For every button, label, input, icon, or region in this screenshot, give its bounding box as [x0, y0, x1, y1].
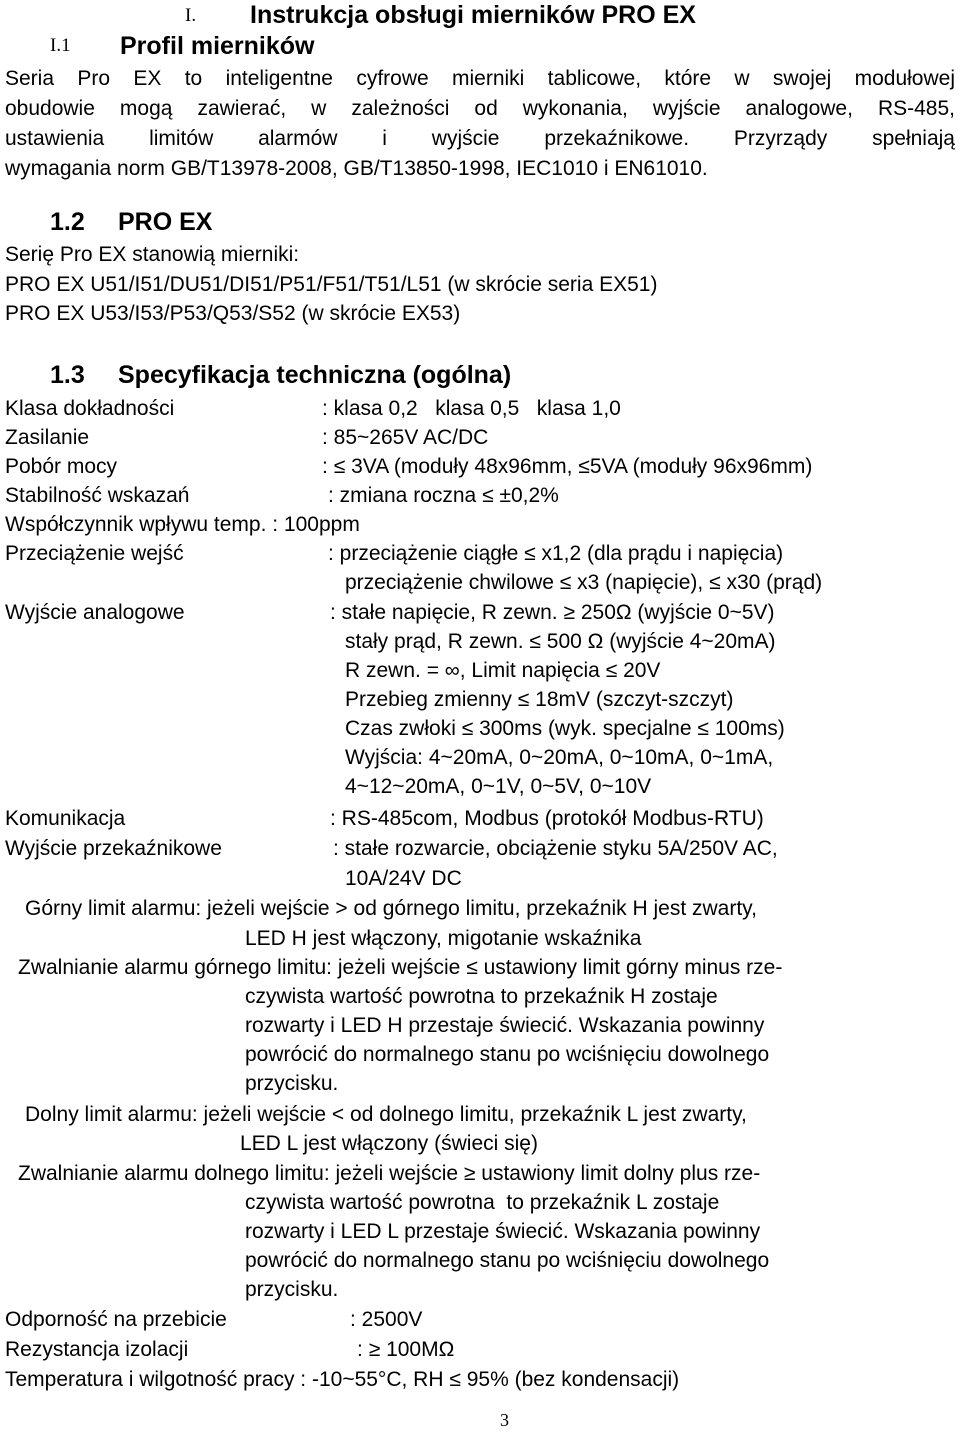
przeciazenie-chwilowe: przeciążenie chwilowe: [345, 571, 554, 594]
spec-przekaznik-value: : stałe rozwarcie, obciążenie styku 5A/250V AC,: [333, 837, 778, 860]
alarm-zwal-dolny-line-2: czywista wartość powrotna to przekaźnik L zostaje: [245, 1191, 720, 1214]
spec-rezystancja-label: Rezystancja izolacji: [5, 1338, 189, 1361]
pobor-3va: 3VA (moduły 48x96mm,: [351, 455, 573, 478]
wyjscie-prad-value: 500 Ω (wyjście 4~20mA): [546, 630, 776, 653]
spec-temperatura: [5, 1367, 679, 1392]
less-equal-icon: [697, 716, 709, 741]
wyjscie-prad: stały prąd, R zewn.: [345, 630, 524, 653]
heading-1-3-number: 1.3: [50, 361, 85, 389]
spec-wyjscie-label: Wyjście analogowe: [5, 601, 185, 624]
page-number: 3: [500, 1410, 509, 1430]
less-equal-icon: [334, 454, 346, 479]
spec-wyjscie-line-1: [330, 600, 775, 625]
zwal-gorny-text: Zwalnianie alarmu górnego limitu: jeżeli wejście: [18, 956, 461, 979]
przeciazenie-napiecie: x3 (napięcie),: [577, 571, 704, 594]
alarm-dolny-line-1: Dolny limit alarmu: jeżeli wejście < od dolnego limitu, przekaźnik L jest zwarty,: [25, 1103, 747, 1126]
alarm-zwal-gorny-line-3: rozwarty i LED H przestaje świecić. Wskazania powinny: [245, 1014, 765, 1037]
wyjscie-czas-value: 300ms (wyk. specjalne: [479, 717, 692, 740]
proex-line-2: PRO EX U51/I51/DU51/DI51/P51/F51/T51/L51 (w skrócie seria EX51): [5, 273, 658, 296]
alarm-zwal-gorny-line-1: [18, 955, 782, 980]
less-equal-icon: [560, 570, 572, 595]
heading-1-1-title: Profil mierników: [120, 32, 315, 60]
greater-equal-icon: [369, 1337, 381, 1362]
rezystancja-value: 100MΩ: [386, 1338, 455, 1361]
less-equal-icon: [482, 483, 494, 508]
less-equal-icon: [529, 629, 541, 654]
stabilnosc-pct: ±0,2%: [499, 484, 559, 507]
greater-equal-icon: [563, 600, 575, 625]
zwal-gorny-text-2: ustawiony limit górny minus rze-: [483, 956, 783, 979]
zwal-dolny-text: Zwalnianie alarmu dolnego limitu: jeżeli wejście: [18, 1162, 459, 1185]
alarm-zwal-gorny-line-2: czywista wartość powrotna to przekaźnik H zostaje: [245, 985, 718, 1008]
less-equal-icon: [524, 541, 536, 566]
wyjscie-limit: R zewn. = ∞, Limit napięcia: [345, 659, 600, 682]
intro-line-3: ustawienia limitów alarmów i wyjście przekaźnikowe. Przyrządy spełniają: [5, 127, 955, 150]
alarm-zwal-dolny-line-5: przycisku.: [245, 1278, 339, 1301]
alarm-dolny-line-2: LED L jest włączony (świeci się): [240, 1132, 538, 1155]
pobor-5va: 5VA (moduły 96x96mm): [589, 455, 813, 478]
spec-przeciazenie-label: Przeciążenie wejść: [5, 542, 184, 565]
spec-wspolczynnik: Współczynnik wpływu temp. : 100ppm: [5, 513, 360, 536]
less-equal-icon: [518, 687, 530, 712]
spec-pobor-value: [322, 454, 812, 479]
heading-1-number: I.: [185, 5, 197, 26]
intro-line-1: Seria Pro EX to inteligentne cyfrowe mierniki tablicowe, które w swojej modułowej: [5, 67, 955, 90]
alarm-gorny-line-2: LED H jest włączony, migotanie wskaźnika: [245, 927, 642, 950]
heading-1-2-number: 1.2: [50, 208, 85, 236]
less-equal-icon: [578, 454, 590, 479]
spec-klasa-label: Klasa dokładności: [5, 397, 175, 420]
stabilnosc-text: : zmiana roczna: [328, 484, 477, 507]
spec-pobor-label: Pobór mocy: [5, 455, 118, 478]
spec-wyjscie-line-4: [345, 687, 733, 712]
alarm-zwal-gorny-line-5: przycisku.: [245, 1072, 339, 1095]
wyjscie-czas-special: 100ms): [714, 717, 785, 740]
spec-zasilanie-label: Zasilanie: [5, 426, 90, 449]
spec-przekaznik-value-2: 10A/24V DC: [345, 867, 462, 890]
spec-komunikacja-value: : RS-485com, Modbus (protokół Modbus-RTU): [330, 807, 764, 830]
intro-line-4: wymagania norm GB/T13978-2008, GB/T13850-1998, IEC1010 i EN61010.: [5, 157, 708, 180]
spec-wyjscie-line-5: [345, 716, 785, 741]
temperatura-text: Temperatura i wilgotność pracy : -10~55°C, RH: [5, 1368, 444, 1391]
proex-line-1: Serię Pro EX stanowią mierniki:: [5, 243, 300, 266]
wyjscie-napiecie-value: 250Ω (wyjście 0~5V): [580, 601, 775, 624]
spec-komunikacja-label: Komunikacja: [5, 807, 126, 830]
alarm-zwal-dolny-line-4: powrócić do normalnego stanu po wciśnięciu dowolnego: [245, 1249, 770, 1272]
wyjscie-czas: Czas zwłoki: [345, 717, 456, 740]
spec-przekaznik-label: Wyjście przekaźnikowe: [5, 837, 222, 860]
wyjscie-limit-value: 20V: [623, 659, 661, 682]
rezystancja-colon: :: [357, 1338, 363, 1361]
wyjscie-przebieg: Przebieg zmienny: [345, 688, 512, 711]
spec-zasilanie-value: : 85~265V AC/DC: [322, 426, 489, 449]
heading-1-2-title: PRO EX: [118, 208, 213, 236]
heading-1-3-title: Specyfikacja techniczna (ogólna): [118, 361, 512, 389]
temperatura-rh: 95% (bez kondensacji): [466, 1368, 680, 1391]
intro-line-2: obudowie mogą zawierać, w zależności od wykonania, wyjście analogowe, RS-485,: [5, 97, 955, 120]
spec-stabilnosc-value: [328, 483, 559, 508]
spec-wyjscie-line-6: Wyjścia: 4~20mA, 0~20mA, 0~10mA, 0~1mA,: [345, 746, 774, 769]
less-equal-icon: [709, 570, 721, 595]
spec-przeciazenie-value-2: [345, 570, 822, 595]
spec-odpornosc-value: : 2500V: [350, 1308, 423, 1331]
less-equal-icon: [606, 658, 618, 683]
less-equal-icon: [466, 955, 478, 980]
alarm-zwal-gorny-line-4: powrócić do normalnego stanu po wciśnięciu dowolnego: [245, 1043, 770, 1066]
spec-przeciazenie-value: [328, 541, 783, 566]
spec-wyjscie-line-7: 4~12~20mA, 0~1V, 0~5V, 0~10V: [345, 775, 652, 798]
wyjscie-napiecie: : stałe napięcie, R zewn.: [330, 601, 558, 624]
spec-wyjscie-line-2: [345, 629, 776, 654]
heading-1-title: Instrukcja obsługi mierników PRO EX: [250, 1, 696, 29]
alarm-zwal-dolny-line-1: [18, 1161, 760, 1186]
greater-equal-icon: [464, 1161, 476, 1186]
alarm-gorny-line-1: Górny limit alarmu: jeżeli wejście > od górnego limitu, przekaźnik H jest zwarty,: [25, 897, 757, 920]
less-equal-icon: [462, 716, 474, 741]
spec-rezystancja-value: [357, 1337, 454, 1362]
heading-1-1-number: I.1: [50, 35, 71, 56]
wyjscie-przebieg-value: 18mV (szczyt-szczyt): [535, 688, 734, 711]
spec-odpornosc-label: Odporność na przebicie: [5, 1308, 227, 1331]
alarm-zwal-dolny-line-3: rozwarty i LED L przestaje świecić. Wskazania powinny: [245, 1220, 761, 1243]
pobor-colon: :: [322, 455, 328, 478]
spec-wyjscie-line-3: [345, 658, 660, 683]
spec-stabilnosc-label: Stabilność wskazań: [5, 484, 190, 507]
less-equal-icon: [449, 1367, 461, 1392]
przeciazenie-ciagle: : przeciążenie ciągłe: [328, 542, 519, 565]
proex-line-3: PRO EX U53/I53/P53/Q53/S52 (w skrócie EX53): [5, 302, 461, 325]
przeciazenie-ciagle-value: x1,2 (dla prądu i napięcia): [541, 542, 784, 565]
przeciazenie-prad: x30 (prąd): [726, 571, 823, 594]
spec-klasa-value: : klasa 0,2 klasa 0,5 klasa 1,0: [322, 397, 621, 420]
zwal-dolny-text-2: ustawiony limit dolny plus rze-: [481, 1162, 761, 1185]
